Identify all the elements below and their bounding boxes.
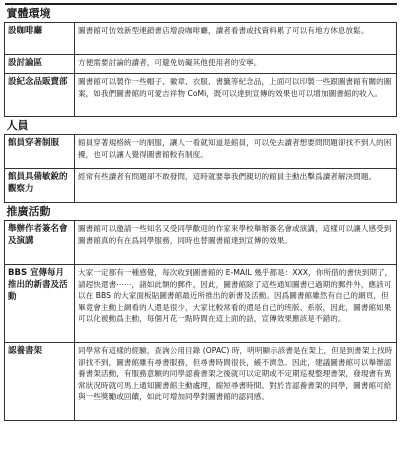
table-row	[5, 169, 397, 203]
section-header	[5, 117, 397, 135]
row-label: 設討論區	[5, 55, 75, 74]
row-content: 方便需要討論的讀者，可避免妨礙其他使用者的安寧。	[75, 55, 397, 74]
row-content: 同學常有這樣的經驗，查詢公用目錄 (OPAC) 時，明明顯示該書是在架上，但是到書架上找時卻找不到，圖書館雖有尋書服務，但尋書時間很長，緩不濟急。因此，建議圖書館可以舉辦認養書架活動，有服務意願的同學認養書架之後就可以定期或不定期巡視整理書架，發現書有異常狀況時就可馬上通知圖書館主動處理，縮短尋書時間。對於肯認養書架的同學，圖書館可給與一些獎勵或回饋，如此可增加同學對圖書館的認同感。	[75, 343, 397, 421]
row-label: 館員具備敏銳的觀察力	[5, 169, 75, 203]
row-content: 圖書館可以製作一些帽子、徽章、衣服、書籤等紀念品，上面可以印製一些跟圖書館有關的圖案，如我們圖書館的可愛吉祥物 CoMi，既可以達到宣傳的效果也可以增加圖書館的收入。	[75, 74, 397, 117]
table-row	[5, 23, 397, 55]
row-label: 設咖啡廳	[5, 23, 75, 55]
section-title: 實體環境	[5, 4, 397, 23]
suggestion-table	[4, 3, 397, 421]
table-row	[5, 135, 397, 169]
row-label: 設紀念品販賣部	[5, 74, 75, 117]
section-title: 推廣活動	[5, 203, 397, 221]
row-label: BBS 宣傳每月推出的新書及活動	[5, 265, 75, 343]
document-page	[4, 3, 396, 421]
row-content: 大家一定都有一種感覺，每次收到圖書館的 E-MAIL 幾乎都是：XXX，你所借的書快到期了，請趕快還書⋯⋯，諸如此類的郵件。因此，圖書館除了這些通知圖書已過期的郵件外，應該可以在 BBS 的大家面板貼圖書館最近所推出的新書及活動。因爲圖書館雖然有自己的網頁，但畢竟會主動上網看的人還是很少，大家比較常看的還是自己的班版、系版，因此，圖書館如果可以化被動爲主動，每個月花一點時間在這上面的話，宣傳效果應該是不錯的。	[75, 265, 397, 343]
row-content: 圖書館可以邀請一些知名又受同學歡迎的作家來學校舉辦簽名會或演講，這樣可以讓人感受到圖書館真的有在爲同學服務，同時也替圖書館達到宣傳的效果。	[75, 221, 397, 265]
section-header	[5, 203, 397, 221]
table-row	[5, 265, 397, 343]
row-label: 館員穿著制服	[5, 135, 75, 169]
row-label: 舉辦作者簽名會及演講	[5, 221, 75, 265]
section-header	[5, 4, 397, 23]
row-content: 圖書館可仿效新型連鎖書店增設咖啡廳，讀者看書或找資料累了可以有地方休息放鬆。	[75, 23, 397, 55]
row-content: 經常有些讀者有問題卻不敢發問，這時就要靠我們親切的館員主動出擊爲讀者解決問題。	[75, 169, 397, 203]
table-row	[5, 343, 397, 421]
table-row	[5, 55, 397, 74]
row-label: 認養書架	[5, 343, 75, 421]
section-title: 人員	[5, 117, 397, 135]
row-content: 館員穿著規格統一的制服，讓人一看就知道是館員，可以免去讀者想要問問題卻找不到人的困擾，也可以讓人覺得圖書館較有制度。	[75, 135, 397, 169]
table-row	[5, 221, 397, 265]
table-row	[5, 74, 397, 117]
